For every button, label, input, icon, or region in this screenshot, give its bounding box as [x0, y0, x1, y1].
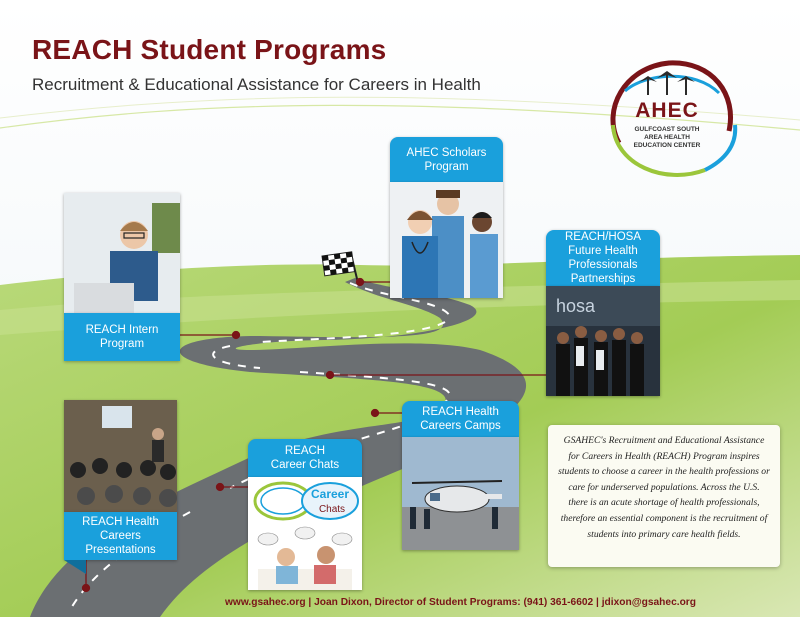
- nurses-photo: [390, 182, 503, 298]
- photo-reach-camps: [402, 437, 519, 550]
- photo-reach-intern: [64, 193, 180, 313]
- hosa-sign-text: hosa: [556, 296, 596, 316]
- photo-reach-hosa: [546, 286, 660, 396]
- label-reach-camps: REACH Health Careers Camps: [402, 401, 519, 437]
- logo-text: [617, 99, 717, 150]
- program-description: GSAHEC's Recruitment and Educational Assistance for Careers in Health (REACH) Program inspires students to choose a career in the health professions or care for underserved populations. Across the U.S. there is an acute shortage of health professionals, therefore an essential component is the recruitment of students into primary care health fields.: [548, 425, 780, 567]
- label-ahec-scholars: AHEC Scholars Program: [390, 137, 503, 182]
- flag-tail: [64, 560, 86, 574]
- label-reach-intern: REACH Intern Program: [64, 313, 180, 361]
- label-reach-presentations: REACH Health Careers Presentations: [64, 512, 177, 560]
- photo-reach-career-chats: [248, 477, 362, 590]
- helicopter-photo: [402, 437, 519, 550]
- label-reach-career-chats: REACH Career Chats: [248, 439, 362, 477]
- classroom-photo: [64, 400, 177, 512]
- logo-tagline: GULFCOAST SOUTH AREA HEALTH EDUCATION CENTER: [633, 126, 701, 149]
- chats-word: Chats: [318, 504, 346, 515]
- palm-trees-icon: [639, 71, 695, 95]
- page-subtitle: Recruitment & Educational Assistance for Careers in Health: [32, 75, 481, 94]
- logo-name: AHEC: [635, 99, 699, 122]
- label-reach-hosa: REACH/HOSA Future Health Professionals Partnerships: [546, 230, 660, 286]
- career-chats-graphic: [248, 477, 362, 590]
- intern-photo: [64, 193, 180, 313]
- career-word: Career: [310, 487, 350, 501]
- photo-ahec-scholars: [390, 182, 503, 298]
- hosa-group-photo: [546, 286, 660, 396]
- contact-footer: www.gsahec.org | Joan Dixon, Director of Student Programs: (941) 361-6602 | jdixon@gsahec.org: [225, 597, 696, 608]
- photo-reach-presentations: [64, 400, 177, 512]
- page-title: REACH Student Programs: [32, 34, 387, 65]
